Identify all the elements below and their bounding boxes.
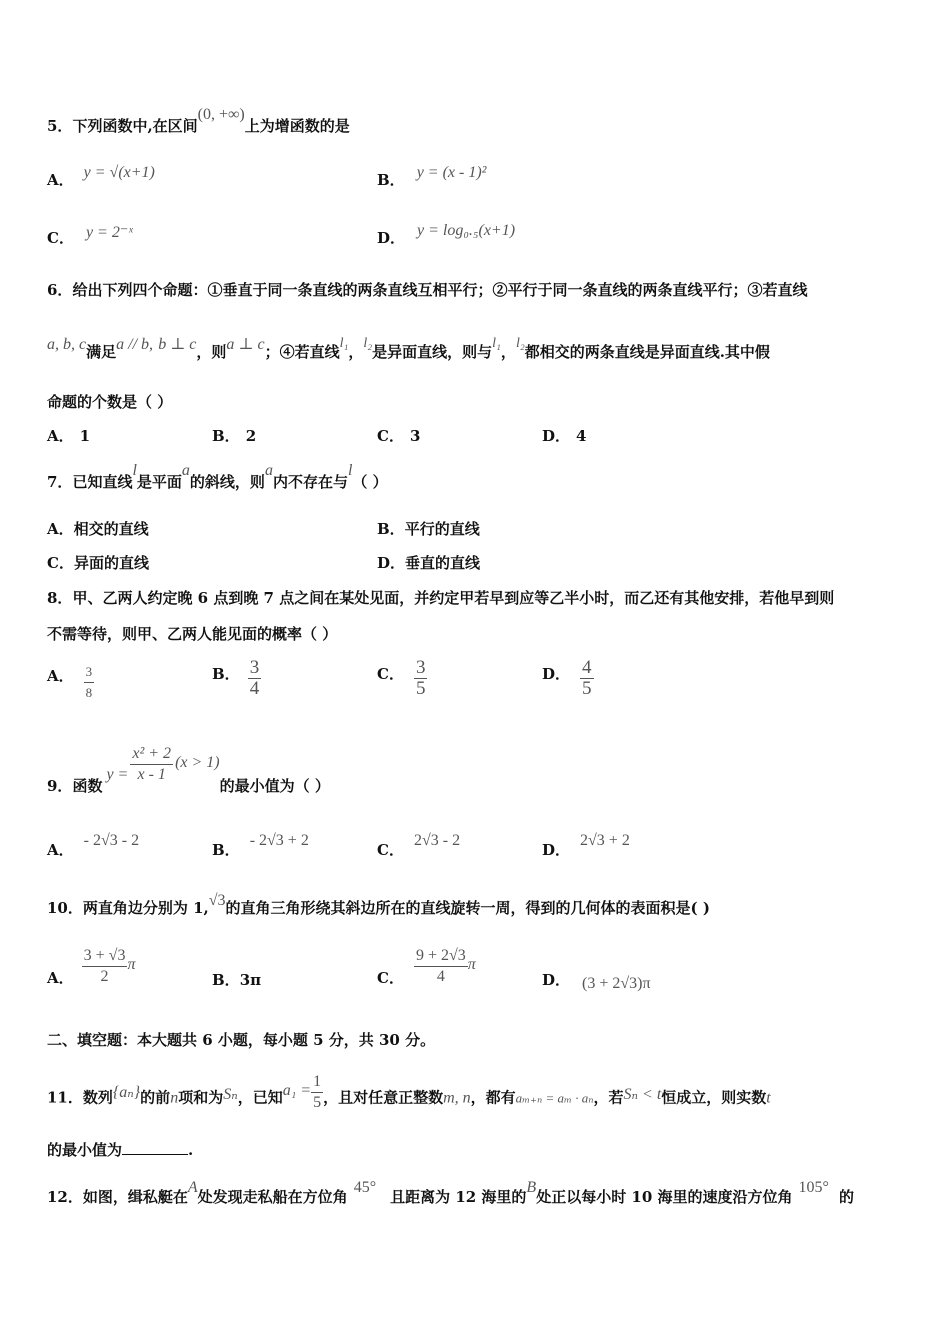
q9-option-c[interactable]: C．2√3 - 2 <box>377 832 461 859</box>
q10-option-b[interactable]: B．3π <box>212 971 262 989</box>
q8-option-b[interactable]: B． $\frac{3}{4}$ <box>212 657 260 699</box>
q11-stem-line2: 的最小值为 . <box>47 1141 194 1159</box>
q8-option-d[interactable]: D． $\frac{4}{5}$ <box>542 657 592 699</box>
q7-option-d[interactable]: D．垂直的直线 <box>377 554 481 572</box>
q7-option-b[interactable]: B．平行的直线 <box>377 520 480 538</box>
q6-stem-line3: 命题的个数是（ ） <box>47 393 173 411</box>
q7-option-c[interactable]: C．异面的直线 <box>47 554 149 572</box>
q6-option-b[interactable]: B． 2 <box>212 427 257 445</box>
q9-stem: 9．函数y = $\frac{\text{x² + 2}}{x - 1}$ (x > 1)的最小值为（ ） <box>47 745 330 795</box>
q8-stem-line1: 8．甲、乙两人约定晚 6 点到晚 7 点之间在某处见面，并约定甲若早到应等乙半小时，而乙还有其他安排，若他早到则 <box>47 589 835 607</box>
q8-d-fraction: $\frac{4}{5}$ <box>582 657 592 699</box>
q8-stem-line2: 不需等待，则甲、乙两人能见面的概率（ ） <box>47 625 338 643</box>
q10-option-c[interactable]: C． $\frac{9 + 2√3}{4}$ π <box>377 947 476 987</box>
q10-a-fraction: $\frac{3 + √3}{2}$ <box>83 947 126 985</box>
section-heading: 二、填空题：本大题共 6 小题，每小题 5 分，共 30 分。 <box>47 1031 436 1049</box>
q10-c-fraction: $\frac{9 + 2√3}{4}$ <box>415 947 466 985</box>
q6-option-a[interactable]: A． 1 <box>47 427 91 445</box>
q6-stem-line2: a, b, c满足a // b, b ⊥ c，则a ⊥ c；④若直线l₁，l₂是异面直线，则与l₁，l₂都相交的两条直线是异面直线.其中假 <box>47 336 770 361</box>
q5-option-a[interactable]: A． y = √(x+1) <box>47 164 155 189</box>
q8-c-fraction: $\frac{3}{5}$ <box>415 657 426 699</box>
q12-stem: 12．如图，缉私艇在A处发现走私船在方位角45°且距离为 12 海里的B处正以每小时 10 海里的速度沿方位角105°的 <box>47 1179 854 1206</box>
q7-option-a[interactable]: A．相交的直线 <box>47 520 149 538</box>
q9-option-b[interactable]: B．- 2√3 + 2 <box>212 832 309 859</box>
q6-stem-line1: 6．给出下列四个命题：①垂直于同一条直线的两条直线互相平行；②平行于同一条直线的两条直线平行；③若直线 <box>47 281 808 299</box>
q8-option-c[interactable]: C． $\frac{3}{5}$ <box>377 657 426 699</box>
q8-option-a[interactable]: A． $\frac{3}{8}$ <box>47 662 94 703</box>
q8-a-fraction: $\frac{3}{8}$ <box>85 664 93 700</box>
q10-option-d[interactable]: D． (3 + 2√3)π <box>542 971 651 992</box>
q7-stem: 7．已知直线l是平面a的斜线，则a内不存在与l（ ） <box>47 462 388 491</box>
q6-option-d[interactable]: D． 4 <box>542 427 587 445</box>
q11-stem-line1: 11．数列{aₙ}的前n项和为Sₙ，已知a₁ = $\frac{1}{5}$ ，且对任意正整数m, n，都有aₘ₊ₙ = aₘ · aₙ，若Sₙ < t恒成立，则实数t <box>47 1073 771 1111</box>
q9-option-d[interactable]: D．2√3 + 2 <box>542 832 630 859</box>
q9-function-fraction: $\frac{\text{x² + 2}}{x - 1}$ <box>132 745 172 783</box>
q11-a1-fraction: $\frac{1}{5}$ <box>313 1073 322 1111</box>
q5-option-c[interactable]: C． y = 2⁻ˣ <box>47 224 133 247</box>
q8-b-fraction: $\frac{3}{4}$ <box>249 657 260 699</box>
q9-option-a[interactable]: A．- 2√3 - 2 <box>47 832 140 859</box>
q5-interval: (0, +∞) <box>197 106 245 123</box>
q10-option-a[interactable]: A． $\frac{3 + √3}{2}$ π <box>47 947 136 987</box>
q5-option-b[interactable]: B． y = (x - 1)² <box>377 164 487 189</box>
q10-stem: 10．两直角边分别为 1,√3的直角三角形绕其斜边所在的直线旋转一周，得到的几何体的表面积是( ) <box>47 892 710 917</box>
q6-option-c[interactable]: C． 3 <box>377 427 421 445</box>
answer-blank[interactable] <box>122 1140 188 1155</box>
q5-stem: 5．下列函数中,在区间(0, +∞)上为增函数的是 <box>47 106 350 135</box>
q5-option-d[interactable]: D． y = log₀.₅(x+1) <box>377 222 516 247</box>
